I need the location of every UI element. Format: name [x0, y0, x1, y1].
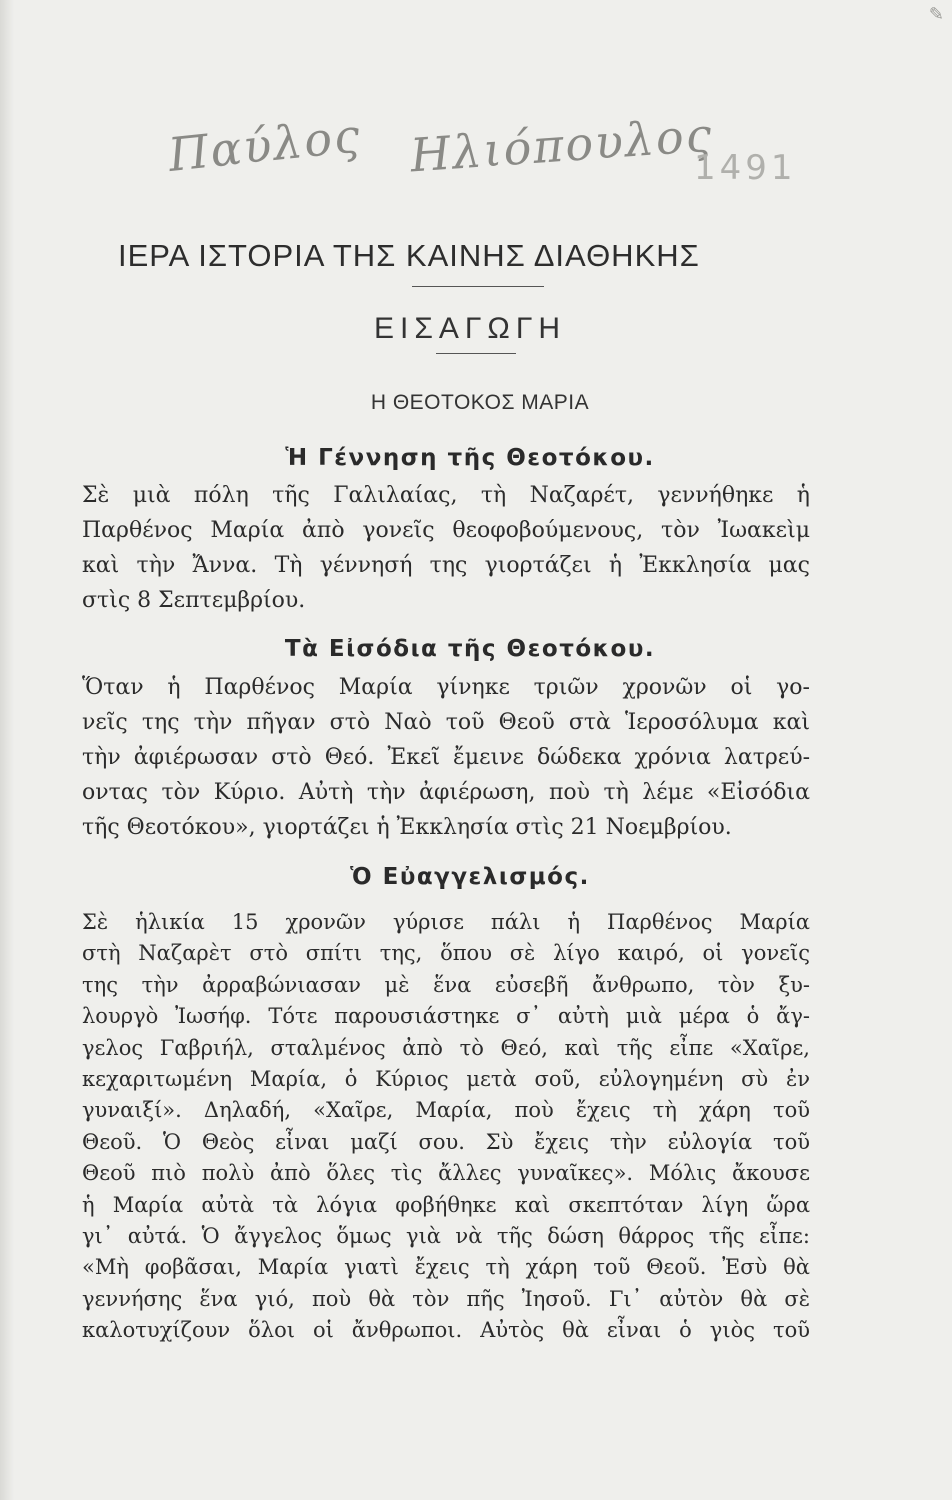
text-line: στὶς 8 Σεπτεμβρίου. [82, 588, 306, 613]
text-line: κεχαριτωμένη Μαρία, ὁ Κύριος μετὰ σοῦ, εὐλογημένη σὺ ἐν [82, 1066, 810, 1091]
book-title: ΙΕΡΑ ΙΣΤΟΡΙΑ ΤΗΣ ΚΑΙΝΗΣ ΔΙΑΘΗΚΗΣ [118, 238, 700, 273]
handwritten-surname: Ηλιόπουλος [408, 107, 716, 183]
text-line: Σὲ μιὰ πόλη τῆς Γαλιλαίας, τὴ Ναζαρέτ, γεννήθηκε ἡ [82, 483, 810, 508]
page-binding-edge [0, 0, 14, 1500]
section-heading-presentation: Τὰ Εἰσόδια τῆς Θεοτόκου. [284, 636, 656, 662]
text-line: Παρθένος Μαρία ἀπὸ γονεῖς θεοφοβούμενους, τὸν Ἰωακεὶμ [82, 518, 810, 543]
handwritten-number: 1491 [694, 148, 797, 188]
text-line: Θεοῦ πιὸ πολὺ ἀπὸ ὅλες τὶς ἄλλες γυναῖκες». Μόλις ἄκουσε [82, 1161, 810, 1186]
text-line: καὶ τὴν Ἄννα. Τὴ γέννησή της γιορτάζει ἡ Ἐκκλησία μας [82, 553, 810, 578]
text-line: καλοτυχίζουν ὅλοι οἱ ἄνθρωποι. Αὐτὸς θὰ εἶναι ὁ γιὸς τοῦ [82, 1318, 810, 1343]
section-heading-annunciation: Ὁ Εὐαγγελισμός. [350, 864, 590, 890]
paragraph-presentation [82, 670, 810, 845]
text-line: λουργὸ Ἰωσήφ. Τότε παρουσιάστηκε σ᾽ αὐτὴ μιὰ μέρα ὁ ἄγ- [82, 1004, 810, 1029]
subtitle-divider [436, 353, 516, 354]
title-divider [412, 286, 544, 287]
text-line: γεννήσης ἕνα γιό, ποὺ θὰ τὸν πῆς Ἰησοῦ. Γι᾽ αὐτὸν θὰ σὲ [82, 1286, 810, 1311]
text-line: γι᾽ αὐτά. Ὁ ἄγγελος ὅμως γιὰ νὰ τῆς δώση θάρρος τῆς εἶπε: [82, 1223, 810, 1248]
text-line: τῆς Θεοτόκου», γιορτάζει ἡ Ἐκκλησία στὶς 21 Νοεμβρίου. [82, 815, 732, 840]
handwritten-first-name: Παύλος [165, 108, 365, 182]
text-line: «Μὴ φοβᾶσαι, Μαρία γιατὶ ἔχεις τὴ χάρη τοῦ Θεοῦ. Ἐσὺ θὰ [82, 1255, 810, 1280]
text-line: Ὅταν ἡ Παρθένος Μαρία γίνηκε τριῶν χρονῶν οἱ γο- [82, 675, 810, 700]
text-line: Σὲ ἡλικία 15 χρονῶν γύρισε πάλι ἡ Παρθένος Μαρία [82, 910, 810, 934]
text-line: Θεοῦ. Ὁ Θεὸς εἶναι μαζί σου. Σὺ ἔχεις τὴν εὐλογία τοῦ [82, 1129, 810, 1154]
corner-mark: ✎ [928, 4, 944, 25]
chapter-title: Η ΘΕΟΤΟΚΟΣ ΜΑΡΙΑ [370, 391, 590, 414]
text-line: ἡ Μαρία αὐτὰ τὰ λόγια φοβήθηκε καὶ σκεπτόταν λίγη ὥρα [82, 1192, 810, 1217]
text-line: γελος Γαβριήλ, σταλμένος ἀπὸ τὸ Θεό, καὶ τῆς εἶπε «Χαῖρε, [82, 1035, 810, 1060]
section-heading-birth: Ἡ Γέννηση τῆς Θεοτόκου. [285, 445, 655, 471]
text-line: στὴ Ναζαρὲτ στὸ σπίτι της, ὅπου σὲ λίγο καιρό, οἱ γονεῖς [82, 941, 810, 966]
text-line: οντας τὸν Κύριο. Αὐτὴ τὴν ἀφιέρωση, ποὺ τὴ λέμε «Εἰσόδια [82, 780, 810, 805]
paragraph-birth [82, 478, 810, 618]
text-line: της τὴν ἀρραβώνιασαν μὲ ἕνα εὐσεβῆ ἄνθρωπο, τὸν ξυ- [82, 972, 810, 997]
section-subtitle: ΕΙΣΑΓΩΓΗ [373, 312, 567, 345]
text-line: γυναιξί». Δηλαδή, «Χαῖρε, Μαρία, ποὺ ἔχεις τὴ χάρη τοῦ [82, 1098, 810, 1123]
text-line: τὴν ἀφιέρωσαν στὸ Θεό. Ἐκεῖ ἔμεινε δώδεκα χρόνια λατρεύ- [82, 745, 810, 770]
paragraph-annunciation [82, 907, 810, 1346]
text-line: νεῖς της τὴν πῆγαν στὸ Ναὸ τοῦ Θεοῦ στὰ Ἱεροσόλυμα καὶ [82, 710, 810, 735]
